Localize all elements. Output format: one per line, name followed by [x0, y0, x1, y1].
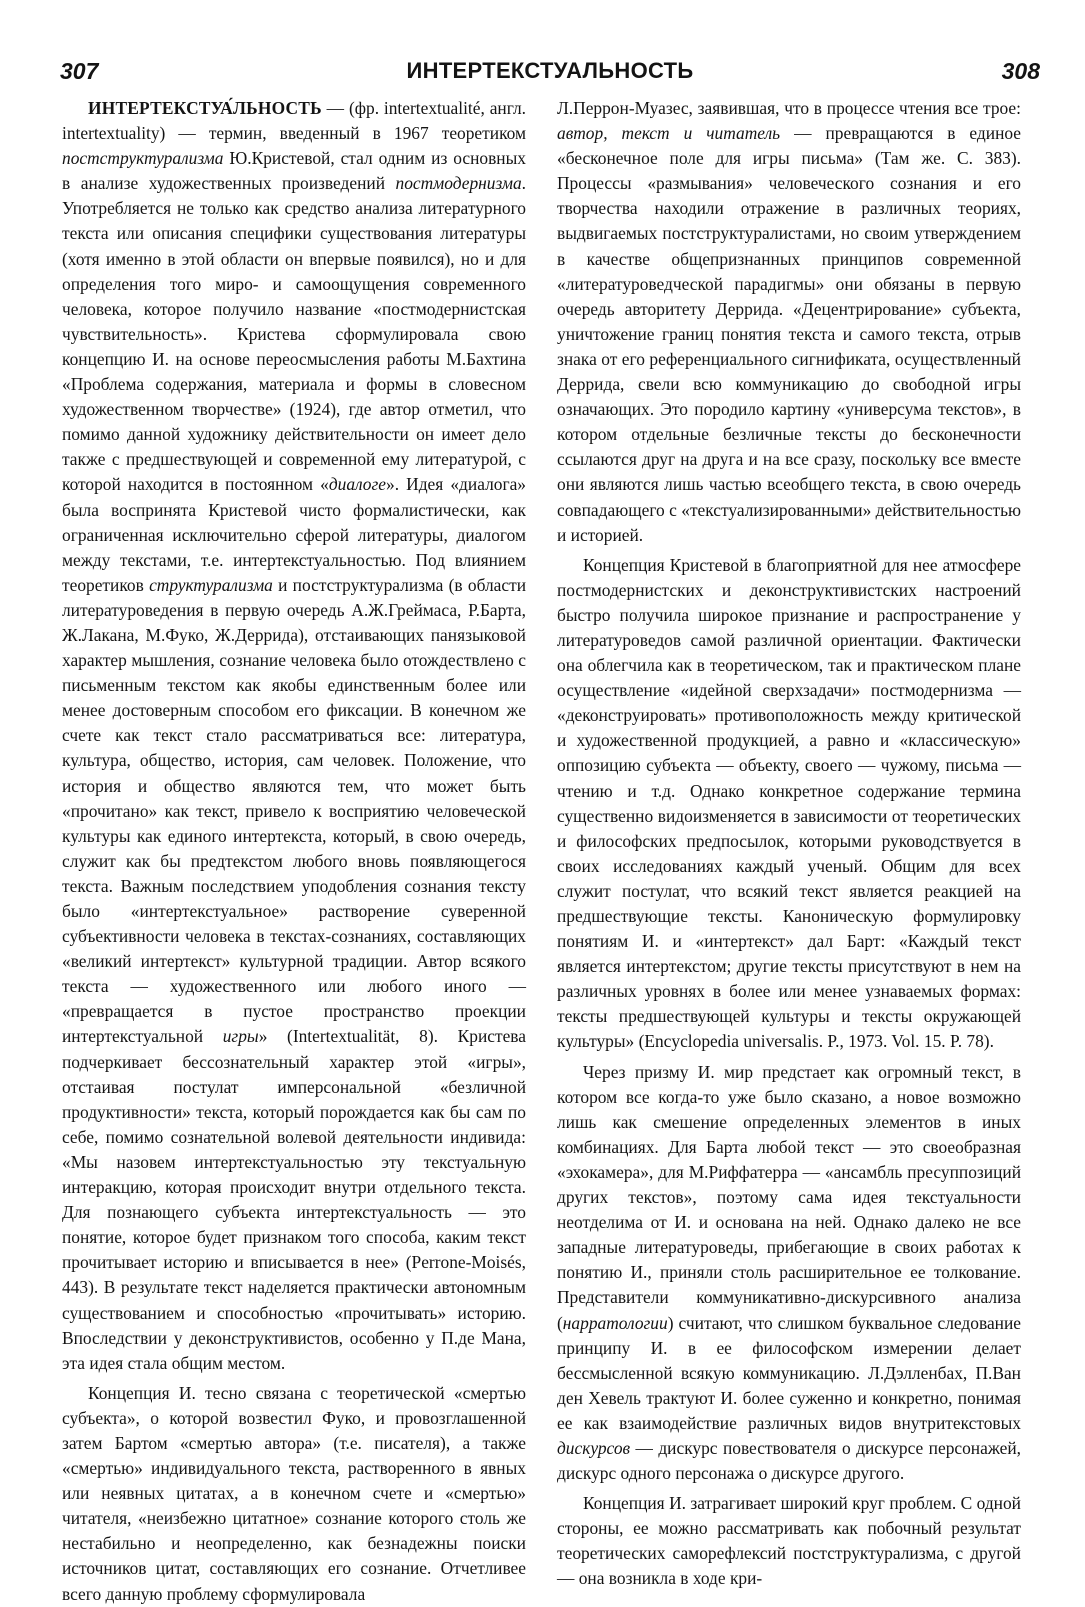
italic-term: постмодернизма	[395, 173, 522, 194]
italic-term: нарратологии	[562, 1312, 668, 1333]
entry-paragraph-2: Концепция И. тесно связана с теоретической «смертью субъекта», о которой возвестил Фуко, и провозглашенной затем Бартом «смертью автора» (т.е. писателя), а также «смертью» индивидуального текста, растворенного в явных или неявных цитатах, а в конечном счете и «смертью» читателя, «неизбежно цитатное» сознание которого столь же нестабильно и неопределенно, как безнадежны поиски источников цитат, составляющих его сознание. Отчетливее всего данную проблему сформулировала	[62, 1382, 526, 1604]
entry-paragraph-continued	[557, 96, 1021, 548]
text-run: . Употребляется не только как средство анализа литературного текста или описания специфики существования литературы (хотя именно в этой области он впервые появился), но и для определения того миро- и самоощущения современного человека, которое получило название «постмодернистская чувствительность». Кристева сформулировала свою концепцию И. на основе переосмысления работы М.Бахтина «Проблема содержания, материала и формы в словесном художественном творчестве» (1924), где автор отметил, что помимо данной художнику действительности он имеет дело также с предшествующей и современной ему литературой, с которой находится в постоянном «	[62, 173, 526, 495]
page-number-left: 307	[60, 58, 99, 84]
page-header	[60, 52, 1040, 92]
text-run: ». Идея «диалога» была воспринята Кристевой чисто формалистически, как ограниченная исключительно сферой литературы, диалогом между текстами, т.е. интертекстуальностью. Под влиянием теоретиков	[62, 474, 526, 595]
page-number-right: 308	[1001, 58, 1040, 84]
text-run: ) считают, что слишком буквальное следование принципу И. в ее философском измерении делает бессмысленной всякую коммуникацию. Л.Дэлленбах, П.Ван ден Хевель трактуют И. более суженно и конкретно, понимая ее как взаимодействие различных видов внутритекстовых	[557, 1312, 1021, 1433]
text-run: » (Intertextualität, 8). Кристева подчеркивает бессознательный характер этой «игры», отстаивая постулат имперсональной «безличной продуктивности» текста, который порождается как бы сам по себе, помимо сознательной волевой деятельности индивида: «Мы назовем интертекстуальностью эту текстуальную интеракцию, которая происходит внутри отдельного текста. Для познающего субъекта интертекстуальность — это понятие, которое будет признаком того способа, каким текст прочитывает историю и вписывается в нее» (Perrone-Moisés, 443). В результате текст наделяется практически автономным существованием и способностью «прочитывать» историю. Впоследствии у деконструктивистов, особенно у П.де Мана, эта идея стала общим местом.	[62, 1026, 526, 1373]
italic-term: структурализма	[149, 574, 273, 595]
running-title: ИНТЕРТЕКСТУАЛЬНОСТЬ	[406, 58, 694, 83]
text-run: Л.Перрон-Муазес, заявившая, что в процессе чтения все трое:	[557, 98, 1021, 118]
left-column	[62, 96, 527, 1604]
italic-term: игры	[222, 1026, 259, 1047]
right-column	[557, 96, 1022, 1589]
text-run: — (фр. intertextualité, англ. intertextuality) — термин, введенный в 1967 теоретиком	[62, 98, 526, 144]
entry-paragraph-4	[557, 1060, 1021, 1487]
entry-headword: ИНТЕРТЕКСТУА́ЛЬНОСТЬ	[88, 98, 322, 118]
entry-paragraph-3: Концепция Кристевой в благоприятной для нее атмосфере постмодернистских и деконструктивистских настроений быстро получила широкое признание и распространение у литературоведов самой различной ориентации. Фактически она облегчила как в теоретическом, так и практическом плане осуществление «идейной сверхзадачи» постмодернизма — «деконструировать» противоположность между критической и художественной продукцией, а равно и «классическую» оппозицию субъекта — объекту, своего — чужому, письма — чтению и т.д. Однако конкретное содержание термина существенно видоизменяется в зависимости от теоретических и философских предпосылок, которыми руководствуется в своих исследованиях каждый ученый. Общим для всех служит постулат, что всякий текст является реакцией на предшествующие тексты. Каноническую формулировку понятиям И. и «интертекст» дал Барт: «Каждый текст является интертекстом; другие тексты присутствуют в нем на различных уровнях в более или менее узнаваемых формах: тексты предшествующей культуры и тексты окружающей культуры» (Encyclopedia universalis. P., 1973. Vol. 15. P. 78).	[557, 554, 1021, 1052]
text-run: Через призму И. мир предстает как огромный текст, в котором все когда-то уже было сказано, а новое возможно лишь как смешение определенных элементов в иных комбинациях. Для Барта любой текст — это своеобразная «эхокамера», для М.Риффатерра — «ансамбль пресуппозиций других текстов», поэтому сама идея текстуальности неотделима от И. и основана на ней. Однако далеко не все западные литературоведы, прибегающие в своих работах к понятию И., приняли столь расширительное ее толкование. Представители коммуникативно-дискурсивного анализа (	[557, 1061, 1021, 1333]
text-run: и постструктурализма (в области литературоведения в первую очередь А.Ж.Греймаса, Р.Барта, Ж.Лакана, М.Фуко, Ж.Деррида), отстаивающих панязыковой характер мышления, сознание человека было отождествлено с письменным текстом как якобы единственным более или менее достоверным способом его фиксации. В конечном же счете как текст стало рассматриваться все: литература, культура, общество, история, сам человек. Положение, что история и общество являются тем, что может быть «прочитано» как текст, привело к восприятию человеческой культуры как единого интертекста, который, в свою очередь, служит как бы предтекстом любого вновь появляющегося текста. Важным последствием уподобления сознания тексту было «интертекстуальное» растворение суверенной субъективности человека в текстах-сознаниях, составляющих «великий интертекст» культурной традиции. Автор всякого текста — художественного или любого иного — «превращается в пустое пространство проекции интертекстуальной	[62, 574, 527, 1047]
text-run: — превращаются в единое «бесконечное поле для игры письма» (Там же. С. 383). Процессы «размывания» человеческого сознания и его творчества находили отражение в различных теориях, выдвигаемых постструктуралистами, но своим утверждением в качестве общепризнанных принципов современной «литературоведческой парадигмы» они обязаны в первую очередь авторитету Деррида. «Децентрирование» субъекта, уничтожение границ понятия текста и самого текста, отрыв знака от его референциального сигнификата, осуществленный Деррида, свели всю коммуникацию до свободной игры означающих. Это породило картину «универсума текстов», в котором отдельные безличные тексты до бесконечности ссылаются друг на друга и на все сразу, поскольку все вместе они являются лишь частью всеобщего текста, в свою очередь совпадающего с «текстуализированными» действительностью и историей.	[557, 123, 1022, 545]
entry-paragraph-1	[62, 96, 526, 1376]
text-run: — дискурс повествователя о дискурсе персонажей, дискурс одного персонажа о дискурсе другого.	[557, 1437, 1021, 1484]
italic-term: диалоге	[328, 474, 387, 495]
italic-term: постструктурализма	[62, 148, 224, 169]
italic-term: автор, текст и читатель	[557, 123, 781, 144]
text-run: Ю.Кристевой, стал одним из основных в анализе художественных произведений	[62, 148, 526, 194]
entry-paragraph-5: Концепция И. затрагивает широкий круг проблем. С одной стороны, ее можно рассматривать как побочный результат теоретических саморефлексий постструктурализма, с другой — она возникла в ходе кри-	[557, 1493, 1021, 1589]
italic-term: дискурсов	[557, 1437, 631, 1458]
